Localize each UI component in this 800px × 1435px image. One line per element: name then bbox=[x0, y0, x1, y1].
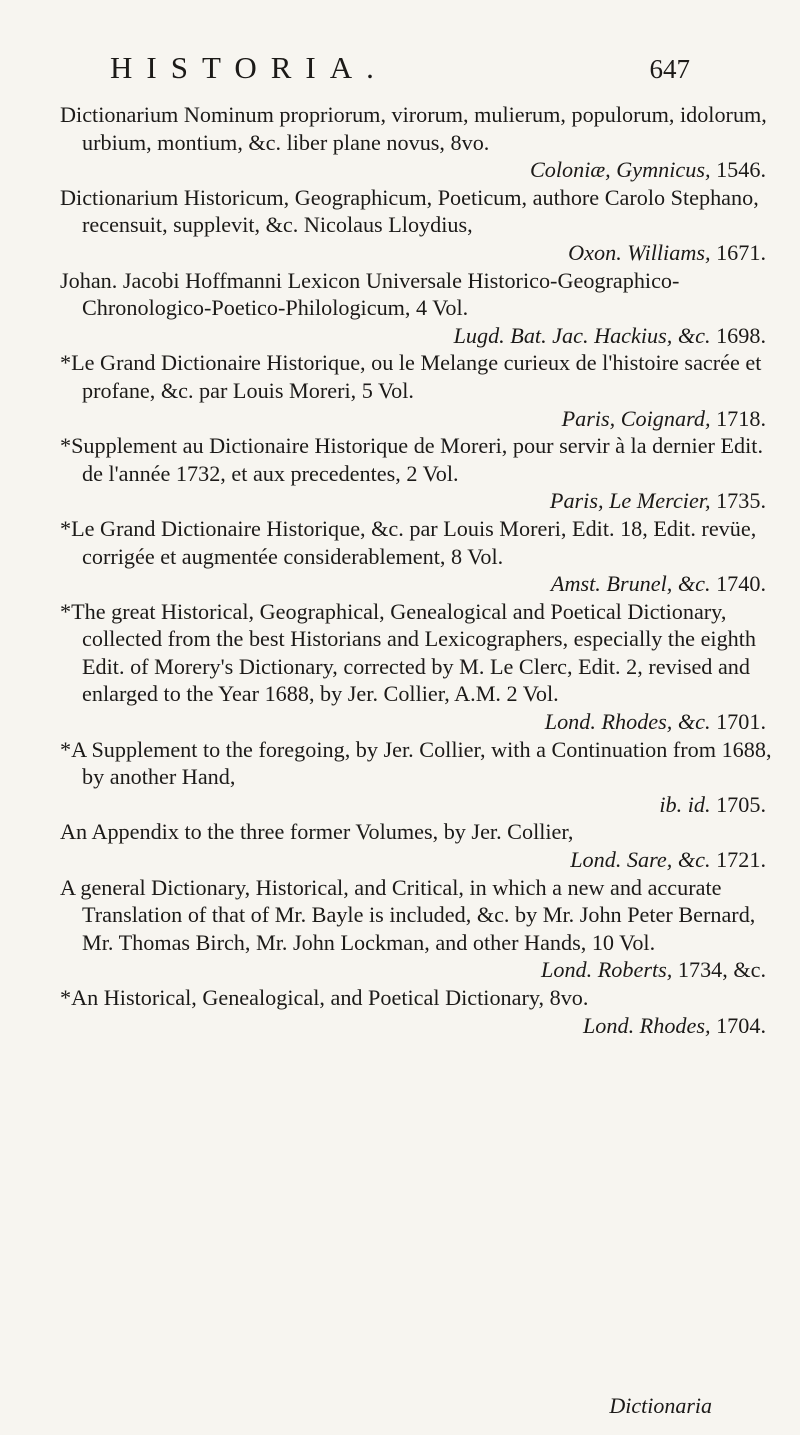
imprint-place-publisher: Lugd. Bat. Jac. Hackius, &c. bbox=[453, 322, 711, 348]
bibliography-entry bbox=[60, 874, 772, 984]
imprint-year: 1546. bbox=[716, 157, 766, 183]
bibliography-entry bbox=[60, 101, 772, 184]
imprint-year: 1718. bbox=[716, 405, 766, 431]
entry-text: An Appendix to the three former Volumes, by Jer. Collier, bbox=[60, 819, 574, 845]
imprint-year: 1704. bbox=[716, 1012, 766, 1038]
imprint-year: 1735. bbox=[716, 488, 766, 514]
imprint-place-publisher: Lond. Rhodes, bbox=[582, 1012, 711, 1038]
entry-imprint bbox=[82, 791, 772, 819]
bibliography-entry bbox=[60, 736, 772, 819]
entry-text: Dictionarium Nominum propriorum, virorum, mulierum, populorum, idolorum, urbium, montium, &c. liber plane novus, 8vo. bbox=[60, 102, 767, 155]
imprint-place-publisher: ib. id. bbox=[659, 791, 711, 817]
imprint-place-publisher: Lond. Roberts, bbox=[541, 957, 673, 983]
catchword: Dictionaria bbox=[609, 1393, 712, 1418]
bibliography-entry bbox=[60, 184, 772, 267]
running-head-title: HISTORIA. bbox=[110, 50, 388, 85]
imprint-year: 1734, &c. bbox=[677, 957, 766, 983]
bibliography-entry bbox=[60, 432, 772, 515]
entry-text: *Le Grand Dictionaire Historique, ou le Melange curieux de l'histoire sacrée et profane, &c. par Louis Moreri, 5 Vol. bbox=[60, 350, 762, 403]
imprint-year: 1671. bbox=[716, 239, 766, 265]
entry-imprint bbox=[82, 487, 772, 515]
bibliography-entry bbox=[60, 349, 772, 432]
entry-text: Dictionarium Historicum, Geographicum, Poeticum, authore Carolo Stephano, recensuit, supplevit, &c. Nicolaus Lloydius, bbox=[60, 184, 759, 238]
entry-imprint bbox=[82, 322, 772, 350]
imprint-year: 1701. bbox=[716, 709, 766, 735]
imprint-place-publisher: Oxon. Williams, bbox=[568, 239, 711, 265]
imprint-year: 1698. bbox=[716, 322, 766, 348]
entry-imprint bbox=[82, 1012, 772, 1040]
imprint-place-publisher: Amst. Brunel, &c. bbox=[550, 571, 711, 597]
bibliography-entry bbox=[60, 818, 772, 873]
entry-text: *Le Grand Dictionaire Historique, &c. par Louis Moreri, Edit. 18, Edit. revüe, corrigée et augmentée considerablement, 8 Vol. bbox=[60, 515, 757, 569]
running-head bbox=[110, 50, 690, 90]
bibliography-entry bbox=[60, 598, 772, 736]
entry-imprint bbox=[82, 708, 772, 736]
entry-imprint bbox=[82, 570, 772, 598]
imprint-place-publisher: Lond. Sare, &c. bbox=[570, 847, 711, 873]
entry-text: *Supplement au Dictionaire Historique de Moreri, pour servir à la dernier Edit. de l'année 1732, et aux precedentes, 2 Vol. bbox=[60, 433, 764, 486]
imprint-year: 1721. bbox=[716, 847, 766, 873]
entry-imprint bbox=[82, 239, 772, 267]
entry-text: Johan. Jacobi Hoffmanni Lexicon Universale Historico-Geographico-Chronologico-Poetico-Philologicum, 4 Vol. bbox=[60, 267, 680, 321]
page-number: 647 bbox=[649, 54, 690, 84]
bibliography-entry bbox=[60, 984, 772, 1039]
entry-text: A general Dictionary, Historical, and Critical, in which a new and accurate Translation of that of Mr. Bayle is included, &c. by Mr. John Peter Bernard, Mr. Thomas Birch, Mr. John Lockman, and other Hands, 10 Vol. bbox=[60, 874, 756, 955]
imprint-place-publisher: Coloniæ, Gymnicus, bbox=[529, 157, 711, 183]
bibliography-entry bbox=[60, 515, 772, 598]
entry-text: *The great Historical, Geographical, Genealogical and Poetical Dictionary, collected from the best Historians and Lexicographers, especially the eighth Edit. of Morery's Dictionary, corrected by M. Le Clerc, Edit. 2, revised and enlarged to the Year 1688, by Jer. Collier, A.M. 2 Vol. bbox=[60, 598, 757, 707]
entry-text: *An Historical, Genealogical, and Poetical Dictionary, 8vo. bbox=[60, 985, 589, 1010]
imprint-place-publisher: Paris, Coignard, bbox=[561, 405, 711, 431]
imprint-place-publisher: Paris, Le Mercier, bbox=[549, 488, 711, 514]
entry-imprint bbox=[82, 156, 772, 184]
imprint-place-publisher: Lond. Rhodes, &c. bbox=[544, 709, 711, 735]
imprint-year: 1705. bbox=[716, 791, 766, 817]
bibliography-entry bbox=[60, 267, 772, 350]
bibliography-entries bbox=[0, 101, 800, 1039]
entry-imprint bbox=[82, 846, 772, 874]
entry-imprint bbox=[82, 405, 772, 433]
entry-text: *A Supplement to the foregoing, by Jer. Collier, with a Continuation from 1688, by another Hand, bbox=[60, 736, 772, 790]
imprint-year: 1740. bbox=[716, 571, 766, 597]
entry-imprint bbox=[82, 956, 772, 984]
